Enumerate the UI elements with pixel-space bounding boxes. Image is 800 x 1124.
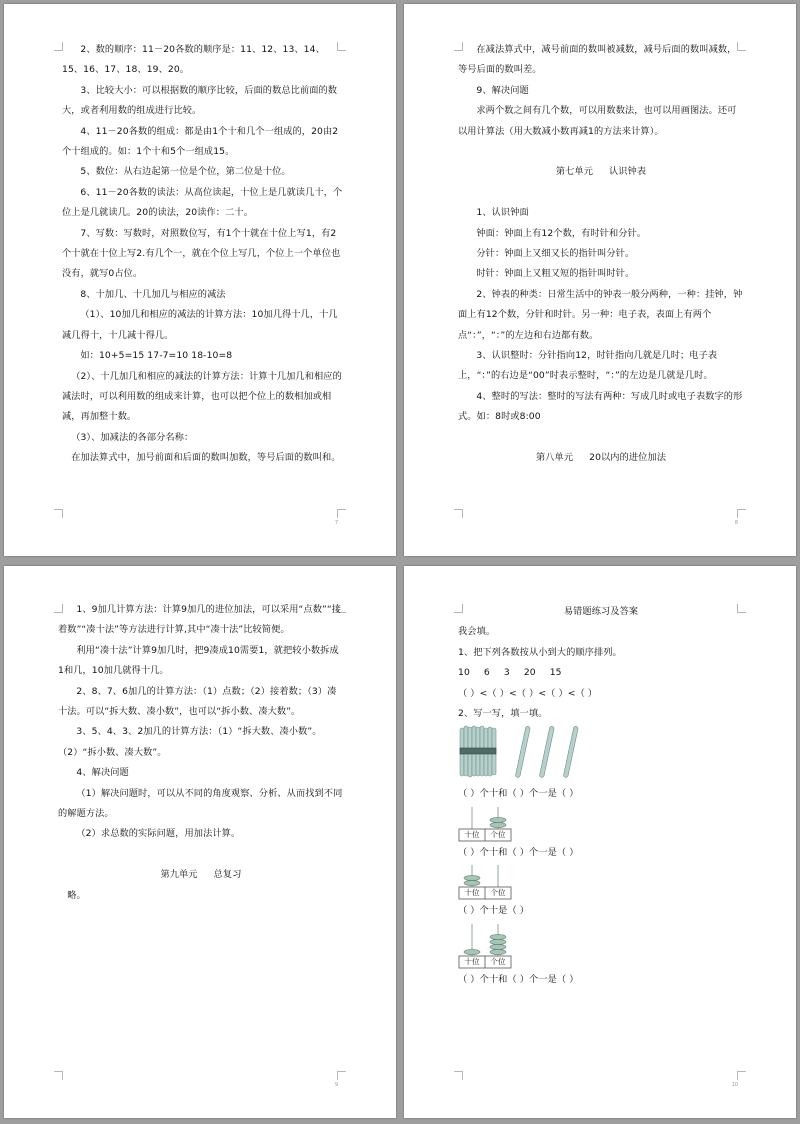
unit-name: 20以内的进位加法 — [589, 452, 667, 464]
crop-mark — [54, 1071, 63, 1080]
abacus-bead — [490, 949, 506, 954]
page-text — [58, 600, 344, 906]
paragraph: 分针：钟面上又细又长的指针叫分针。 — [476, 248, 635, 260]
paragraph: 4、11－20各数的组成：都是由1个十和几个一组成的，20由2个十组成的。如：1个十和5个一组成15。 — [62, 125, 339, 158]
answer-blanks: （ ）个十和（ ）个一是（ ） — [458, 973, 579, 985]
page-number: 7 — [334, 520, 338, 526]
answer-blanks: （ ）个十是（ ） — [458, 905, 530, 917]
number: 15 — [549, 667, 562, 679]
ones-label: 个位 — [490, 956, 506, 966]
document-page-9 — [4, 566, 396, 1118]
crop-mark — [454, 509, 463, 518]
unit-title — [58, 865, 344, 885]
abacus-bead — [490, 944, 506, 949]
ones-label: 个位 — [490, 829, 506, 839]
section-heading: 8、十加几、十几加几与相应的减法 — [80, 288, 226, 300]
sticks-illustration — [458, 724, 588, 784]
page-text — [458, 602, 744, 990]
ones-label: 个位 — [490, 888, 506, 898]
number-list — [458, 663, 744, 683]
answer-blanks: （ ）个十和（ ）个一是（ ） — [458, 846, 579, 858]
paragraph: 2、钟表的种类：日常生活中的钟表一般分两种，一种：挂钟，钟面上有12个数，分针和时针。另一种：电子表，表面上有两个点“：”，“：”的左边和右边都有数。 — [458, 288, 743, 341]
unit-name: 认识钟表 — [609, 166, 647, 178]
paragraph: （3）、加减法的各部分名称： — [71, 431, 194, 443]
page-text — [458, 40, 744, 468]
paragraph: 钟面：钟面上有12个数，有时针和分针。 — [476, 227, 647, 239]
tens-label: 十位 — [464, 829, 480, 839]
abacus-bead — [490, 939, 506, 944]
abacus-bead — [490, 822, 506, 827]
paragraph: 利用“凑十法”计算9加几时，把9凑成10需要1，就把较小数拆成1和几，10加几就得十几。 — [58, 644, 339, 677]
section-heading: 1、认识钟面 — [476, 207, 529, 219]
paragraph: 2、数的顺序：11－20各数的顺序是：11、12、13、14、15、16、17、18、19、20。 — [62, 44, 325, 76]
section-heading: 9、解决问题 — [476, 84, 529, 96]
paragraph: 时针：钟面上又粗又短的指针叫时针。 — [476, 268, 635, 280]
paragraph: 略。 — [67, 889, 86, 901]
abacus-bead — [464, 949, 480, 954]
unit-name: 总复习 — [213, 869, 242, 881]
crop-mark — [337, 1071, 346, 1080]
unit-title — [458, 162, 744, 182]
paragraph: 在加法算式中，加号前面和后面的数叫加数，等号后面的数叫和。 — [71, 452, 341, 464]
document-page-7 — [4, 4, 396, 556]
document-page-8 — [404, 4, 796, 556]
page-number: 10 — [731, 1082, 738, 1088]
answer-blanks: （ ）<（ ）<（ ）<（ ）<（ ） — [458, 687, 598, 699]
paragraph: 在减法算式中，减号前面的数叫被减数，减号后面的数叫减数，等号后面的数叫差。 — [458, 44, 737, 76]
paragraph: 5、数位：从右边起第一位是个位，第二位是十位。 — [80, 166, 291, 178]
crop-mark — [737, 1071, 746, 1080]
unit-title — [458, 448, 744, 468]
page-number: 9 — [334, 1082, 338, 1088]
paragraph: 4、整时的写法：整时的写法有两种：写成几时或电子表数字的形式。如：8时或8:00 — [458, 390, 743, 423]
question: 1、把下列各数按从小到大的顺序排列。 — [458, 646, 622, 658]
place-value-abacus — [458, 805, 744, 843]
paragraph: 3、5、4、3、2加几的计算方法：（1）“拆大数、凑小数”。（2）“拆小数、凑大数”。 — [58, 726, 322, 758]
paragraph: 7、写数：写数时，对照数位写，有1个十就在十位上写1，有2个十就在十位上写2.有几个一，就在个位上写几，个位上一个单位也没有，就写0占位。 — [62, 227, 341, 280]
tens-label: 十位 — [464, 956, 480, 966]
abacus-bead — [490, 817, 506, 822]
paragraph: （2）求总数的实际问题，用加法计算。 — [76, 828, 241, 840]
paragraph: （1）、10加几和相应的减法的计算方法：10加几得十几，十几减几得十，十几减十得几。 — [62, 309, 338, 341]
paragraph: 我会填。 — [458, 626, 496, 638]
number: 6 — [483, 667, 490, 679]
page-text — [62, 40, 344, 469]
unit-number: 第八单元 — [535, 452, 574, 464]
paragraph: 3、认识整时：分针指向12，时针指向几就是几时；电子表上，“：”的右边是“00”时表示整时，“：”的左边是几就是几时。 — [458, 350, 718, 382]
paragraph: 2、8、7、6加几的计算方法：（1）点数；（2）接着数；（3）凑十法。可以“拆大数、凑小数”，也可以“拆小数、凑大数”。 — [58, 685, 337, 718]
number: 10 — [458, 667, 470, 679]
example: 如：10+5=15 17-7=10 18-10=8 — [80, 350, 233, 362]
answer-blanks: （ ）个十和（ ）个一是（ ） — [458, 788, 579, 800]
paragraph: 3、比较大小：可以根据数的顺序比较，后面的数总比前面的数大，或者利用数的组成进行比较。 — [62, 84, 338, 117]
crop-mark — [454, 1071, 463, 1080]
unit-number: 第七单元 — [555, 166, 593, 178]
paragraph: （2）、十几加几和相应的减法的计算方法：计算十几加几和相应的减法时，可以利用数的组成来计算，也可以把个位上的数相加或相减，再加整十数。 — [62, 370, 342, 423]
paragraph: 1、9加几计算方法：计算9加几的进位加法，可以采用“点数”“接着数”“凑十法”等方法进行计算,其中“凑十法”比较简便。 — [58, 604, 341, 636]
unit-number: 第九单元 — [160, 869, 198, 881]
paragraph: 求两个数之间有几个数，可以用数数法，也可以用画图法。还可以用计算法（用大数减小数再减1的方法来计算）。 — [458, 105, 737, 137]
question: 2、写一写，填一填。 — [458, 708, 548, 720]
page-number: 8 — [734, 520, 738, 526]
abacus-bead — [464, 881, 480, 886]
paragraph: 6、11－20各数的读法：从高位读起，十位上是几就读几十，个位上是几就读几。20的读法，20读作：二十。 — [62, 186, 343, 219]
number: 3 — [503, 667, 510, 679]
place-value-abacus — [458, 863, 744, 901]
abacus-bead — [464, 876, 480, 881]
section-heading: 4、解决问题 — [76, 767, 129, 779]
crop-mark — [737, 509, 746, 518]
crop-mark — [54, 509, 63, 518]
abacus-bead — [490, 934, 506, 939]
number: 20 — [523, 667, 536, 679]
counting-sticks-figure — [458, 724, 744, 784]
tens-label: 十位 — [464, 888, 480, 898]
document-page-10 — [404, 566, 796, 1118]
paragraph: （1）解决问题时，可以从不同的角度观察、分析、从而找到不同的解题方法。 — [58, 787, 343, 820]
place-value-abacus — [458, 922, 744, 970]
page-title: 易错题练习及答案 — [563, 606, 639, 617]
crop-mark — [337, 509, 346, 518]
